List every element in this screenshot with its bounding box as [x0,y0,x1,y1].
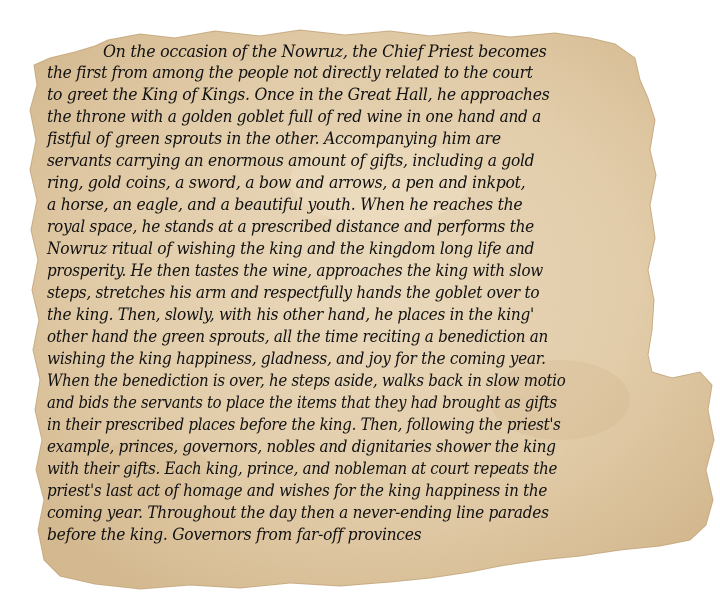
text-line: in their prescribed places before the king. Then, following the priest's [47,415,561,435]
text-line: a horse, an eagle, and a beautiful youth. When he reaches the [47,195,523,215]
text-line: priest's last act of homage and wishes for the king happiness in the [47,481,548,501]
text-line: ring, gold coins, a sword, a bow and arrows, a pen and inkpot, [47,173,526,193]
text-line: wishing the king happiness, gladness, and joy for the coming year. [47,349,546,369]
text-line: example, princes, governors, nobles and dignitaries shower the king [47,437,556,457]
text-line: When the benediction is over, he steps aside, walks back in slow motio [47,371,566,391]
text-line: the king. Then, slowly, with his other hand, he places in the king' [47,305,534,325]
text-line: to greet the King of Kings. Once in the Great Hall, he approaches [47,85,550,105]
text-line: other hand the green sprouts, all the time reciting a benediction an [47,327,549,347]
text-line: On the occasion of the Nowruz, the Chief Priest becomes [103,42,547,62]
text-line: prosperity. He then tastes the wine, approaches the king with slow [47,261,543,281]
text-line: before the king. Governors from far-off provinces [47,525,422,545]
text-line: the throne with a golden goblet full of red wine in one hand and a [47,107,542,127]
text-line: Nowruz ritual of wishing the king and the kingdom long life and [47,239,535,259]
text-line: the first from among the people not directly related to the court [47,63,533,83]
text-line: fistful of green sprouts in the other. Accompanying him are [47,129,501,149]
text-line: coming year. Throughout the day then a never-ending line parades [47,503,549,523]
text-line: servants carrying an enormous amount of gifts, including a gold [47,151,535,171]
text-line: steps, stretches his arm and respectfully hands the goblet over to [47,283,540,303]
text-line: with their gifts. Each king, prince, and nobleman at court repeats the [47,459,558,479]
text-line: and bids the servants to place the items that they had brought as gifts [47,393,557,413]
text-line: royal space, he stands at a prescribed distance and performs the [47,217,534,237]
